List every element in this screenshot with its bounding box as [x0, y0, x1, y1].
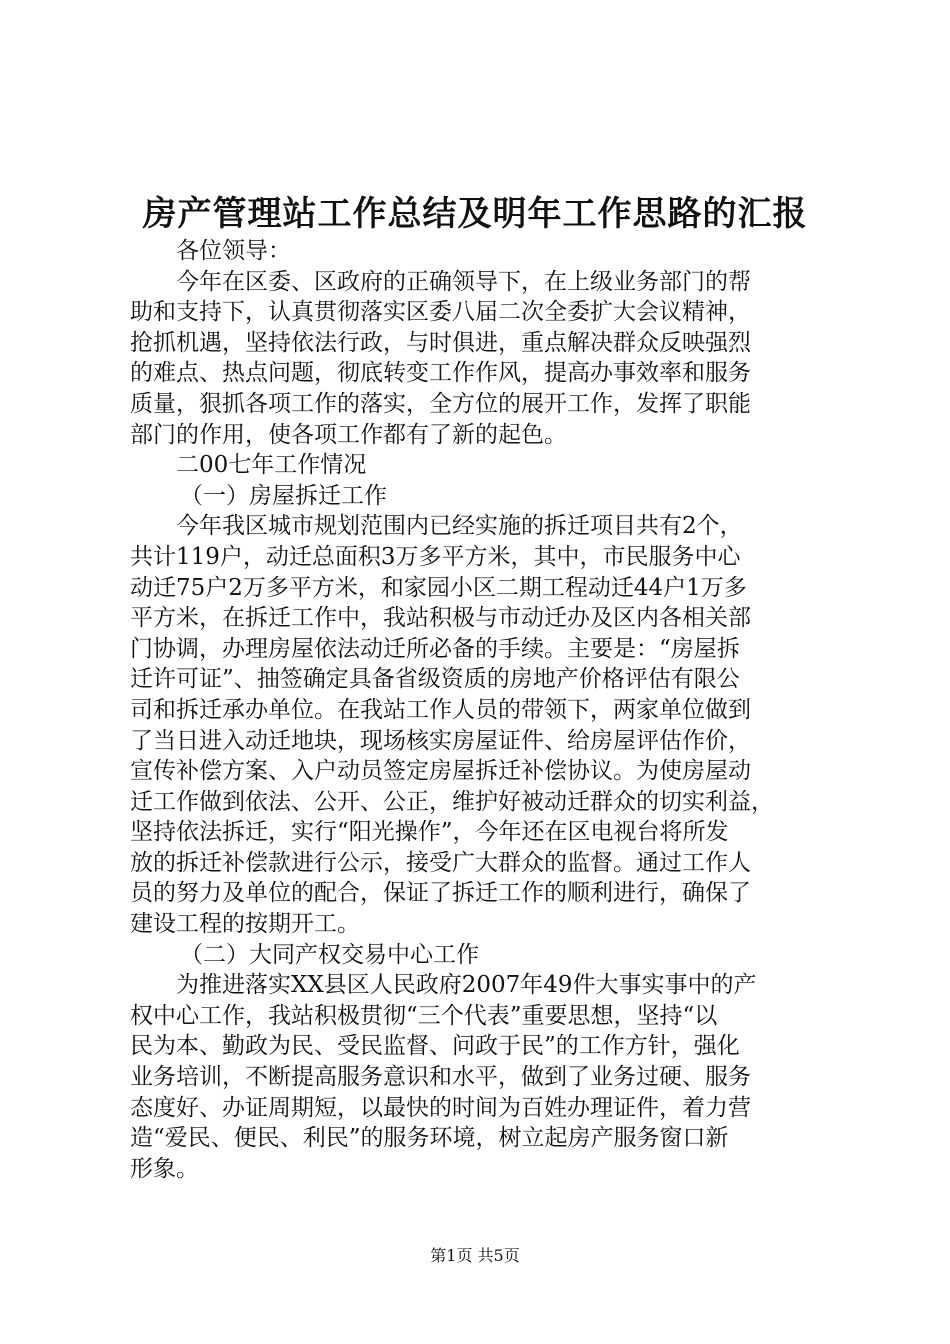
- paragraph-line: 迁许可证”、抽签确定具备省级资质的房地产价格评估有限公: [130, 666, 740, 693]
- paragraph-line: 抢抓机遇，坚持依法行政，与时俱进，重点解决群众反映强烈: [130, 329, 751, 356]
- paragraph-line: 坚持依法拆迁，实行“阳光操作”，今年还在区电视台将所发: [130, 819, 729, 846]
- paragraph-line: 民为本、勤政为民、受民监督、问政于民”的工作方针，强化: [130, 1033, 740, 1060]
- paragraph-line: 宣传补偿方案、入户动员签定房屋拆迁补偿协议。为使房屋动: [130, 758, 751, 785]
- salutation: 各位领导：: [176, 238, 291, 264]
- subsection-heading: （一）房屋拆迁工作: [180, 482, 387, 509]
- paragraph-line: 平方米，在拆迁工作中，我站积极与市动迁办及区内各相关部: [130, 605, 751, 632]
- paragraph-line: 动迁75户2万多平方米，和家园小区二期工程动迁44户1万多: [130, 574, 747, 601]
- paragraph-line: 质量，狠抓各项工作的落实，全方位的展开工作，发挥了职能: [130, 390, 751, 417]
- paragraph-line: 态度好、办证周期短，以最快的时间为百姓办理证件，着力营: [130, 1094, 751, 1121]
- document-title: 房产管理站工作总结及明年工作思路的汇报: [142, 194, 808, 234]
- paragraph-line: 共计119户，动迁总面积3万多平方米，其中，市民服务中心: [130, 543, 741, 570]
- paragraph-line: 形象。: [130, 1155, 199, 1182]
- paragraph-line: 员的努力及单位的配合，保证了拆迁工作的顺利进行，确保了: [130, 880, 751, 907]
- document-body: [130, 236, 830, 1184]
- paragraph-line: 放的拆迁补偿款进行公示，接受广大群众的监督。通过工作人: [130, 849, 751, 876]
- page-footer: 第1页 共5页: [430, 1246, 520, 1265]
- paragraph-line: 为推进落实XX县区人民政府2007年49件大事实事中的产: [176, 972, 757, 999]
- paragraph-line: 权中心工作，我站积极贯彻“三个代表”重要思想，坚持“以: [130, 1002, 718, 1029]
- paragraph-line: 迁工作做到依法、公开、公正，维护好被动迁群众的切实利益，: [130, 788, 774, 815]
- paragraph-line: 造“爱民、便民、利民”的服务环境，树立起房产服务窗口新: [130, 1125, 729, 1152]
- paragraph-line: 部门的作用，使各项工作都有了新的起色。: [130, 421, 567, 448]
- paragraph-line: 了当日进入动迁地块，现场核实房屋证件、给房屋评估作价，: [130, 727, 751, 754]
- paragraph-line: 司和拆迁承办单位。在我站工作人员的带领下，两家单位做到: [130, 696, 751, 723]
- paragraph-line: 门协调，办理房屋依法动迁所必备的手续。主要是：“房屋拆: [130, 635, 740, 662]
- paragraph-line: 的难点、热点问题，彻底转变工作作风，提高办事效率和服务: [130, 360, 751, 387]
- paragraph-line: 今年在区委、区政府的正确领导下，在上级业务部门的帮: [176, 268, 751, 295]
- paragraph-line: 今年我区城市规划范围内已经实施的拆迁项目共有2个，: [176, 513, 743, 540]
- subsection-heading: （二）大同产权交易中心工作: [180, 941, 479, 968]
- paragraph-line: 助和支持下，认真贯彻落实区委八届二次全委扩大会议精神，: [130, 299, 751, 326]
- paragraph-line: 业务培训，不断提高服务意识和水平，做到了业务过硬、服务: [130, 1064, 751, 1091]
- section-heading: 二00七年工作情况: [176, 452, 367, 479]
- paragraph-line: 建设工程的按期开工。: [130, 911, 360, 938]
